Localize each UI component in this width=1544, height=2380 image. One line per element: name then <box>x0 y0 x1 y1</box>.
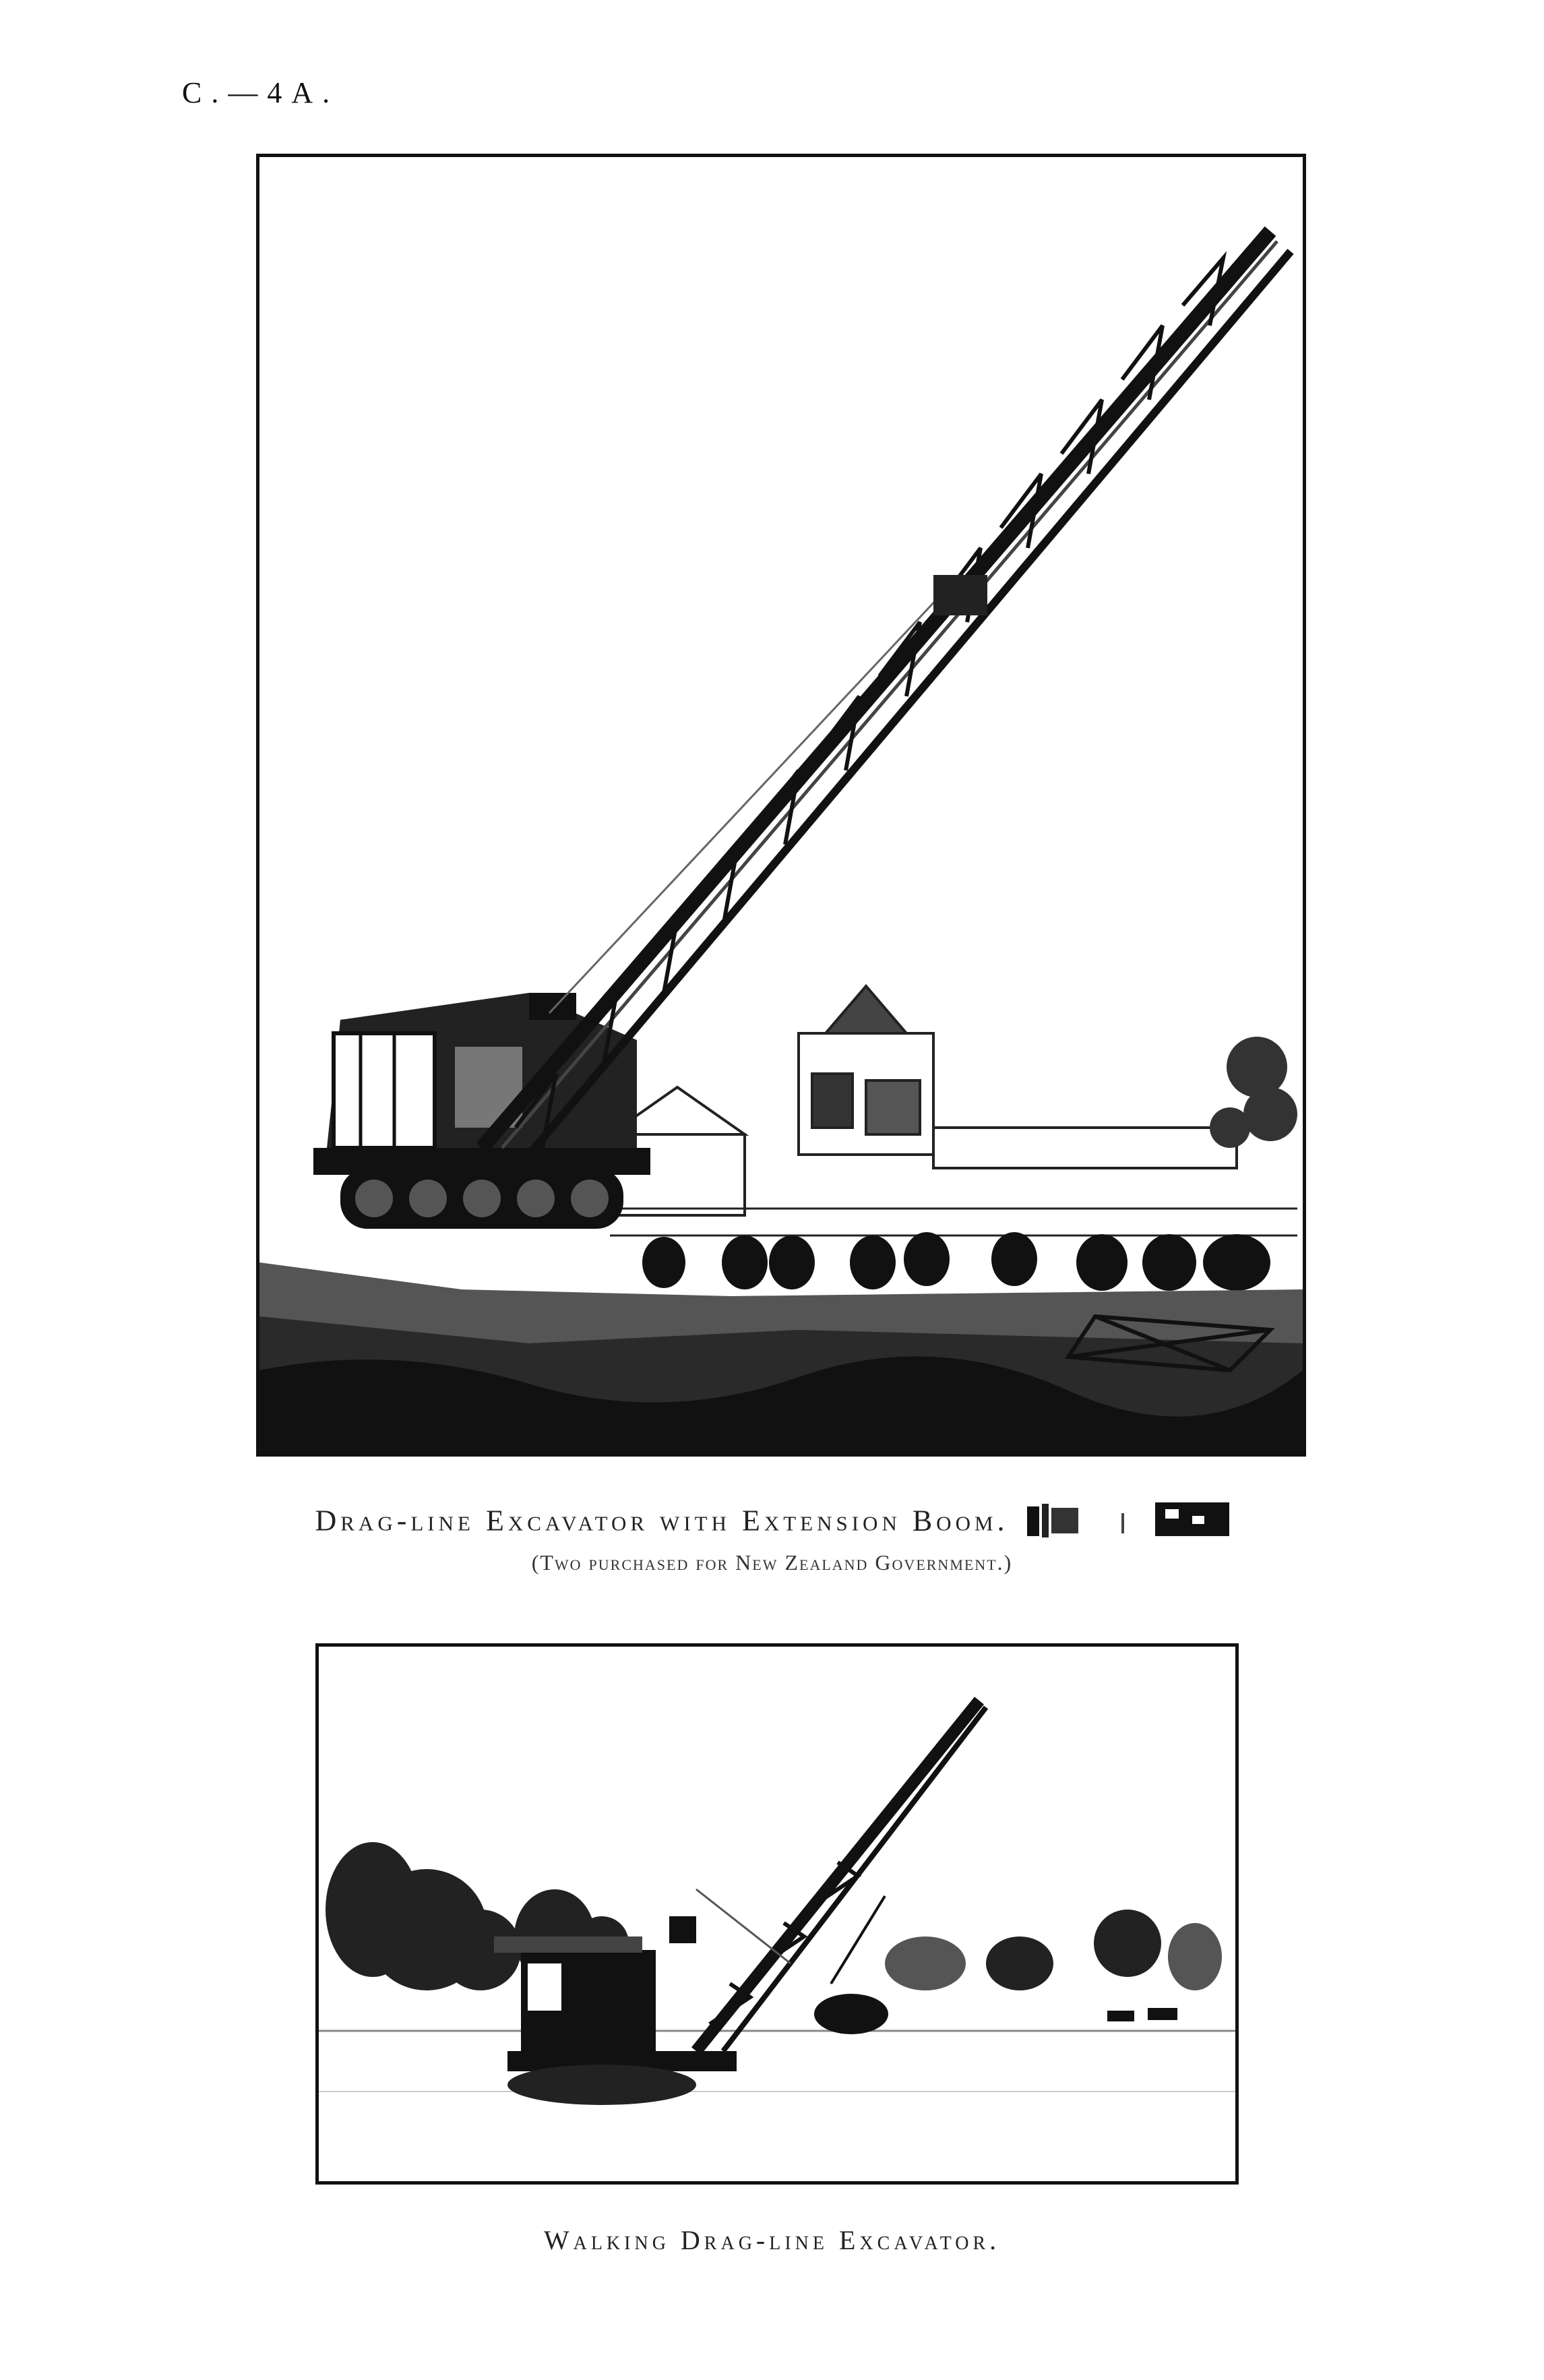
walking-dragline-photo <box>319 1647 1235 2181</box>
ink-smudge <box>1027 1500 1229 1548</box>
plate-2-caption: Walking Drag-line Excavator. <box>543 2225 1001 2255</box>
excavator-crawler <box>340 1168 623 1229</box>
dragline-extension-boom-photo <box>259 157 1303 1453</box>
page-reference: C.—4A. <box>182 76 340 109</box>
plate-1-caption-text: Drag-line Excavator with Extension Boom. <box>315 1504 1009 1537</box>
plate-walking-dragline <box>315 1643 1239 2185</box>
plate-1-caption <box>0 1500 1544 1548</box>
plate-1-note: (Two purchased for New Zealand Government.) <box>531 1550 1013 1575</box>
plate-dragline-extension-boom <box>256 154 1306 1457</box>
